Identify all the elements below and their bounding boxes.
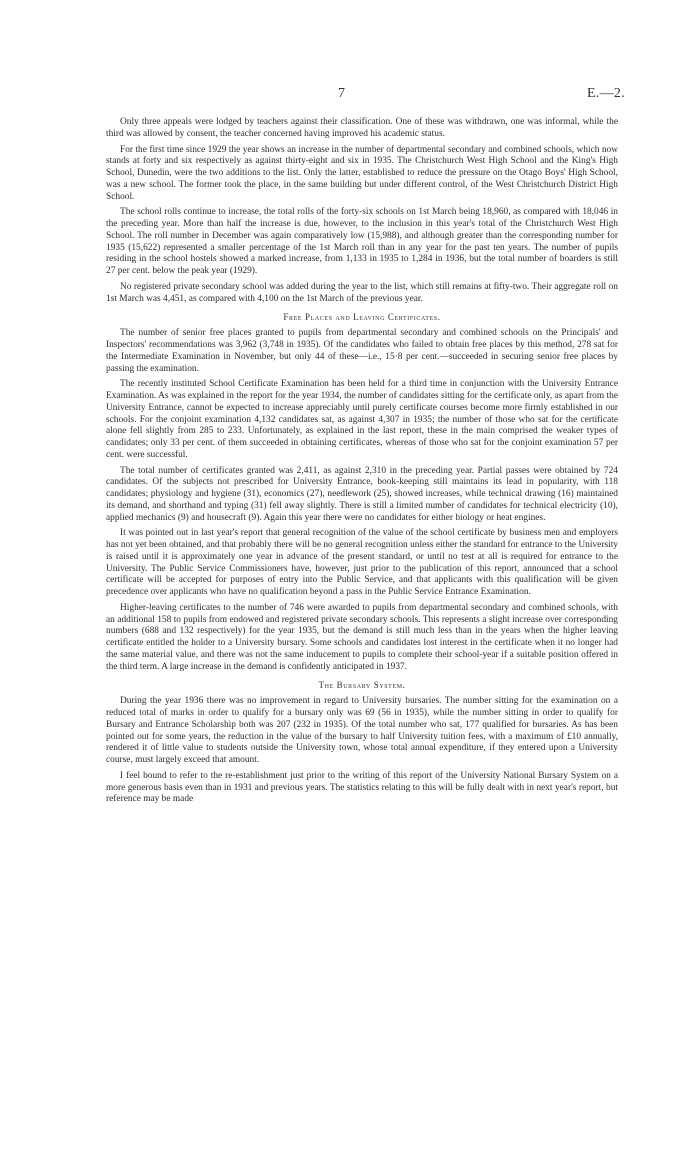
- paragraph: The school rolls continue to increase, the total rolls of the forty-six schools on 1st March being 18,960, as compared with 18,046 in the preceding year. More than half the increase is due, however, to the inclusion in this year's total of the Christchurch West High School. The roll number in December was again comparatively low (15,988), and although greater than the corresponding number for 1935 (15,622) represented a smaller percentage of the 1st March roll than in any year for the past ten years. The number of pupils residing in the school hostels showed a marked increase, from 1,133 in 1935 to 1,284 in 1936, but the total number of boarders is still 27 per cent. below the peak year (1929).: [106, 207, 618, 276]
- paragraph: The total number of certificates granted was 2,411, as against 2,310 in the preceding year. Partial passes were obtained by 724 candidates. Of the subjects not prescribed for University Entrance, book-keeping still maintains its lead in popularity, with 118 candidates; physiology and hygiene (31), economics (27), needlework (25), showed increases, while technical drawing (16) maintained its demand, and shorthand and typing (31) fell away slightly. There is still a limited number of candidates for technical electricity (10), applied mechanics (9) and housecraft (9). Again this year there were no candidates for either biology or heat engines.: [106, 465, 618, 523]
- paragraph: During the year 1936 there was no improvement in regard to University bursaries. The number sitting for the examination on a reduced total of marks in order to qualify for a bursary only was 69 (56 in 1935), while the number sitting in order to qualify for Bursary and Entrance Scholarship both was 207 (232 in 1935). Of the total number who sat, 177 qualified for bursaries. As has been pointed out for some years, the reduction in the value of the bursary to half University tuition fees, with a maximum of £10 annually, rendered it of little value to students outside the University town, whose total annual expenditure, if they entered upon a University course, must largely exceed that amount.: [106, 696, 618, 765]
- body-text: [106, 117, 618, 810]
- paragraph: I feel bound to refer to the re-establishment just prior to the writing of this report of the University National Bursary System on a more generous basis even than in 1931 and previous years. The statistics relating to this will be fully dealt with in next year's report, but reference may be made: [106, 770, 618, 805]
- section-heading-free-places: Free Places and Leaving Certificates.: [283, 312, 441, 323]
- paragraph: Only three appeals were lodged by teachers against their classification. One of these was withdrawn, one was informal, while the third was allowed by consent, the teacher concerned having improved his academic status.: [106, 117, 618, 139]
- page-number: 7: [338, 86, 345, 101]
- paragraph: No registered private secondary school was added during the year to the list, which still remains at fifty-two. Their aggregate roll on 1st March was 4,451, as compared with 4,100 on the 1st March of the previous year.: [106, 281, 618, 304]
- paragraph: The number of senior free places granted to pupils from departmental secondary and combined schools on the Principals' and Inspectors' recommendations was 3,962 (3,748 in 1935). Of the candidates who failed to obtain free places by this method, 278 sat for the Intermediate Examination in November, but only 44 of these—i.e., 15·8 per cent.—succeeded in securing senior free places by passing the examination.: [106, 328, 618, 374]
- document-page: [106, 0, 625, 805]
- paragraph: Higher-leaving certificates to the number of 746 were awarded to pupils from departmental secondary and combined schools, with an additional 158 to pupils from endowed and registered private secondary schools. This represents a slight increase over corresponding numbers (688 and 132 respectively) for the year 1935, but the demand is still much less than in the years when the higher leaving certificate entitled the holder to a University bursary. Some schools and candidates lost interest in the certificate when it no longer had the same material value, and there was not the same inducement to pupils to complete their school-year if a suitable position offered in the third term. A large increase in the demand is confidently anticipated in 1937.: [106, 602, 618, 672]
- paragraph: The recently instituted School Certificate Examination has been held for a third time in conjunction with the University Entrance Examination. As was explained in the report for the year 1934, the number of candidates sitting for the certificate only, as apart from the University Entrance, cannot be expected to increase appreciably until purely certificate courses become more firmly established in our schools. For the conjoint examination 4,132 candidates sat, as against 4,307 in 1935; the number of those who sat for the certificate alone fell slightly from 285 to 233. Unfortunately, as explained in the last report, these in the main comprised the weaker types of candidates; only 33 per cent. of them succeeded in obtaining certificates, whereas of those who sat for the conjoint examination 57 per cent. were successful.: [106, 379, 618, 460]
- document-reference: E.—2.: [586, 86, 625, 101]
- paragraph: For the first time since 1929 the year shows an increase in the number of departmental secondary and combined schools, which now stands at forty and six respectively as against thirty-eight and six in 1935. The Christchurch West High School and the King's High School, Dunedin, were the two additions to the list. Only the latter, established to reduce the pressure on the Otago Boys' High School, was a new school. The former took the place, in the same building but under different control, of the West Christchurch District High School.: [106, 144, 618, 202]
- page-header: [106, 0, 625, 110]
- section-heading-bursary-system: The Bursary System.: [318, 680, 406, 691]
- paragraph: It was pointed out in last year's report that general recognition of the value of the school certificate by business men and employers has not yet been obtained, and that probably there will be no general recognition unless either the standard for entrance to the University is raised until it is approximately one year in advance of the present standard, or until no test at all is required for entrance to the University. The Public Service Commissioners have, however, just prior to the publication of this report, announced that a school certificate will be accepted for purposes of entry into the Public Service, and that applicants with this qualification will be given precedence over applicants who have no qualification beyond a pass in the Public Service Entrance Examination.: [106, 528, 618, 597]
